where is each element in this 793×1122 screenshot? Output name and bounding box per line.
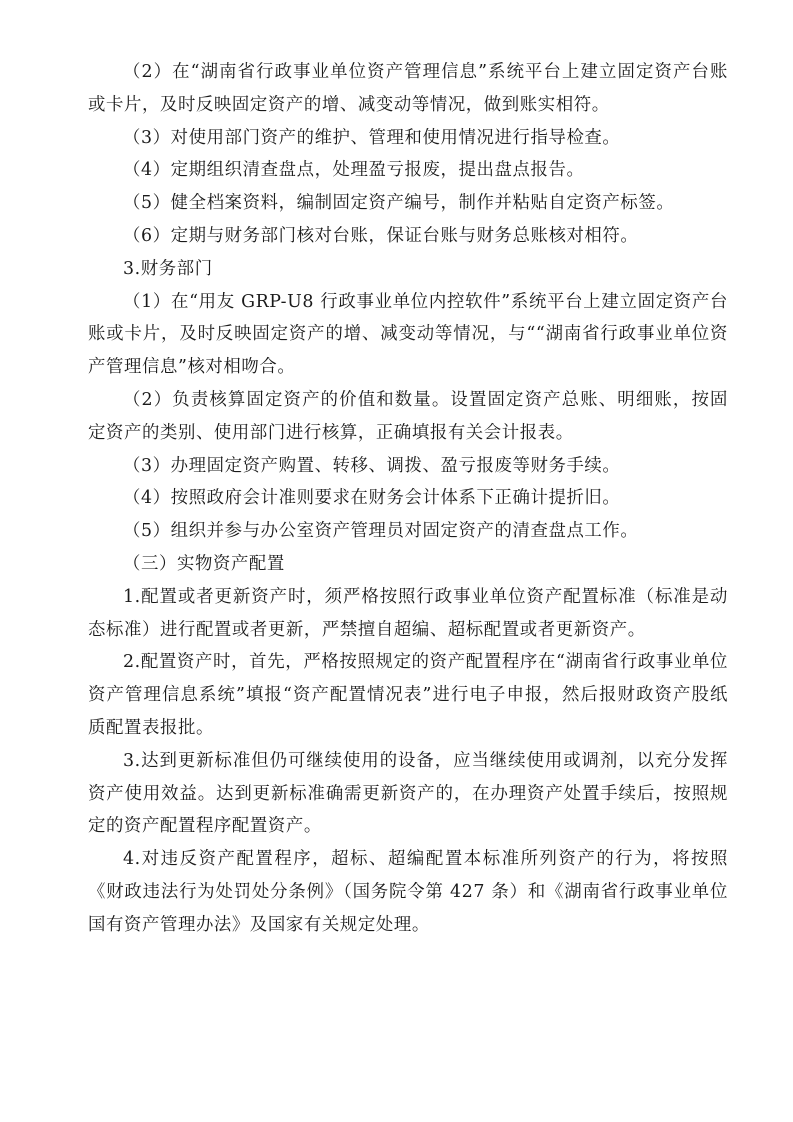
paragraph-ledger-reconcile: （6）定期与财务部门核对台账，保证台账与财务总账核对相符。	[123, 225, 639, 246]
paragraph-allocation-standard: 1.配置或者更新资产时，须严格按照行政事业单位资产配置标准（标准是动态标准）进行配置或者更新，严禁擅自超编、超标配置或者更新资产。	[88, 586, 728, 640]
paragraph-archive-labels: （5）健全档案资料，编制固定资产编号，制作并粘贴自定资产标签。	[123, 193, 675, 214]
paragraph-allocation-procedure: 2.配置资产时，首先，严格按照规定的资产配置程序在“湖南省行政事业单位资产管理信息系统”填报“资产配置情况表”进行电子申报，然后报财政资产股纸质配置表报批。	[88, 652, 728, 738]
paragraph-inventory-count: （4）定期组织清查盘点，处理盈亏报废，提出盘点报告。	[123, 160, 585, 181]
document-body	[88, 56, 728, 942]
paragraph-finance-depreciation: （4）按照政府会计准则要求在财务会计体系下正确计提折旧。	[123, 488, 621, 509]
paragraph-asset-ledger: （2）在“湖南省行政事业单位资产管理信息”系统平台上建立固定资产台账或卡片，及时反映固定资产的增、减变动等情况，做到账实相符。	[88, 62, 728, 115]
section-heading-asset-allocation: （三）实物资产配置	[123, 553, 285, 574]
paragraph-allocation-violations: 4.对违反资产配置程序，超标、超编配置本标准所列资产的行为，将按照《财政违法行为处罚处分条例》（国务院令第 427 条）和《湖南省行政事业单位国有资产管理办法》及国家有关规定处理。	[88, 849, 728, 935]
paragraph-finance-inventory: （5）组织并参与办公室资产管理员对固定资产的清查盘点工作。	[123, 521, 639, 542]
section-heading-finance-dept: 3.财务部门	[123, 258, 213, 279]
paragraph-finance-accounting: （2）负责核算固定资产的价值和数量。设置固定资产总账、明细账，按固定资产的类别、使用部门进行核算，正确填报有关会计报表。	[88, 389, 728, 443]
paragraph-allocation-renewal: 3.达到更新标准但仍可继续使用的设备，应当继续使用或调剂，以充分发挥资产使用效益。达到更新标准确需更新资产的，在办理资产处置手续后，按照规定的资产配置程序配置资产。	[88, 750, 728, 837]
paragraph-maintenance-check: （3）对使用部门资产的维护、管理和使用情况进行指导检查。	[123, 127, 621, 148]
paragraph-finance-ledger: （1）在“用友 GRP-U8 行政事业单位内控软件”系统平台上建立固定资产台账或卡片，及时反映固定资产的增、减变动等情况，与““湖南省行政事业单位资产管理信息”核对相吻合。	[88, 291, 728, 378]
paragraph-finance-procedures: （3）办理固定资产购置、转移、调拨、盈亏报废等财务手续。	[123, 455, 621, 476]
